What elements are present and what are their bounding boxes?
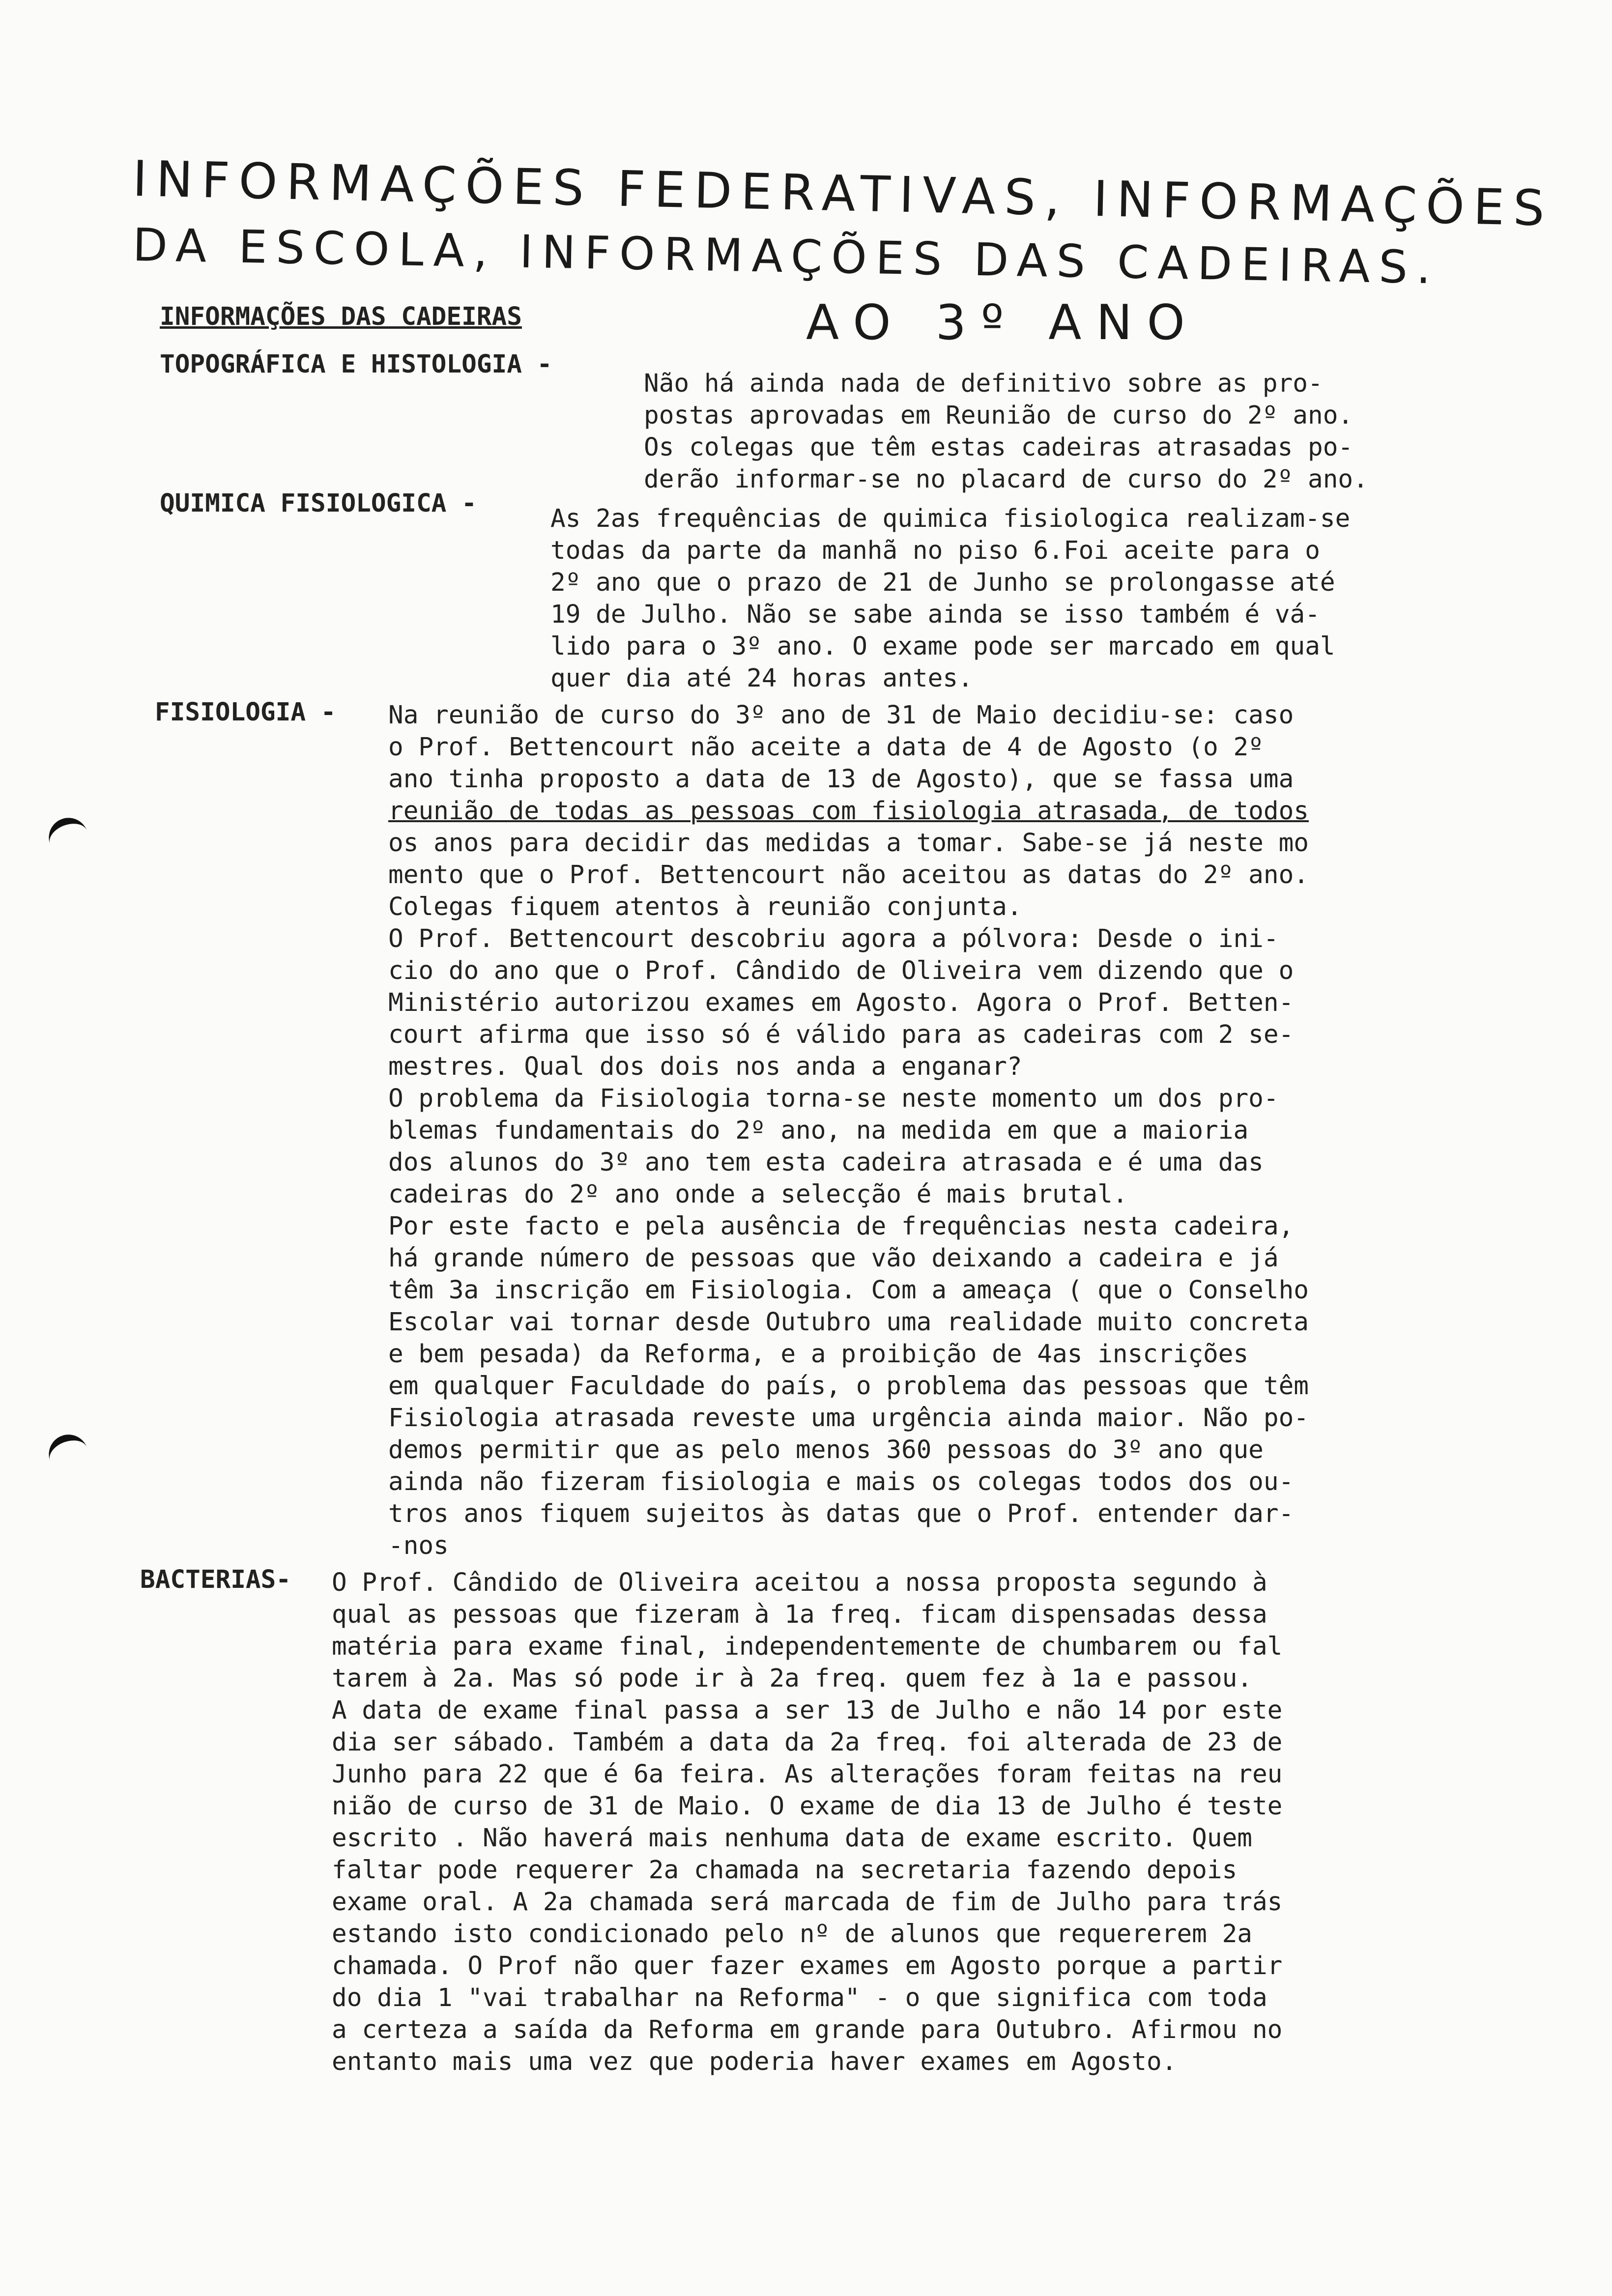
text-line: exame oral. A 2a chamada será marcada de fim de Julho para trás xyxy=(332,1888,1283,1917)
text-line: 2º ano que o prazo de 21 de Junho se prolongasse até xyxy=(550,568,1335,597)
text-line: Por este facto e pela ausência de frequências nesta cadeira, xyxy=(388,1212,1294,1241)
text-line: mestres. Qual dos dois nos anda a enganar? xyxy=(388,1052,1022,1081)
text-line: cio do ano que o Prof. Cândido de Oliveira vem dizendo que o xyxy=(388,956,1294,985)
text-line: postas aprovadas em Reunião de curso do 2º ano. xyxy=(644,401,1353,430)
text-line: do dia 1 "vai trabalhar na Reforma" - o que significa com toda xyxy=(332,1983,1267,2012)
text-line: chamada. O Prof não quer fazer exames em Agosto porque a partir xyxy=(332,1952,1283,1980)
text-line: tarem à 2a. Mas só pode ir à 2a freq. quem fez à 1a e passou. xyxy=(332,1664,1252,1693)
text-line: qual as pessoas que fizeram à 1a freq. ficam dispensadas dessa xyxy=(332,1600,1267,1629)
text-line: Ministério autorizou exames em Agosto. Agora o Prof. Betten- xyxy=(388,988,1294,1017)
text-line: tros anos fiquem sujeitos às datas que o Prof. entender dar- xyxy=(388,1499,1294,1528)
text-line: O Prof. Cândido de Oliveira aceitou a nossa proposta segundo à xyxy=(332,1568,1267,1597)
punch-hole-mark xyxy=(43,812,89,851)
section-label-bacterias: BACTERIAS- xyxy=(140,1565,291,1594)
text-line: mento que o Prof. Bettencourt não aceitou as datas do 2º ano. xyxy=(388,861,1309,890)
text-line: matéria para exame final, independentemente de chumbarem ou fal xyxy=(332,1632,1283,1661)
text-line: todas da parte da manhã no piso 6.Foi aceite para o xyxy=(550,536,1320,565)
text-line: Fisiologia atrasada reveste uma urgência ainda maior. Não po- xyxy=(388,1404,1309,1433)
text-line: quer dia até 24 horas antes. xyxy=(550,664,973,693)
text-line: O problema da Fisiologia torna-se neste momento um dos pro- xyxy=(388,1084,1279,1113)
text-line: Escolar vai tornar desde Outubro uma realidade muito concreta xyxy=(388,1308,1309,1337)
text-line: o Prof. Bettencourt não aceite a data de 4 de Agosto (o 2º xyxy=(388,733,1264,762)
handwritten-note: AO 3º ANO xyxy=(806,295,1200,351)
text-line: escrito . Não haverá mais nenhuma data de exame escrito. Quem xyxy=(332,1824,1252,1853)
text-line: dos alunos do 3º ano tem esta cadeira atrasada e é uma das xyxy=(388,1148,1264,1177)
text-line: demos permitir que as pelo menos 360 pessoas do 3º ano que xyxy=(388,1435,1264,1464)
section-label-topografica: TOPOGRÁFICA E HISTOLOGIA - xyxy=(160,350,552,379)
text-line: Colegas fiquem atentos à reunião conjunta. xyxy=(388,892,1022,921)
text-line: lido para o 3º ano. O exame pode ser marcado em qual xyxy=(550,632,1335,661)
text-line: os anos para decidir das medidas a tomar. Sabe-se já neste mo xyxy=(388,829,1309,858)
text-line: em qualquer Faculdade do país, o problema das pessoas que têm xyxy=(388,1372,1309,1401)
text-line: têm 3a inscrição em Fisiologia. Com a ameaça ( que o Conselho xyxy=(388,1276,1309,1305)
text-line: Junho para 22 que é 6a feira. As alterações foram feitas na reu xyxy=(332,1760,1283,1789)
handwritten-title-line-1: INFORMAÇÕES FEDERATIVAS, INFORMAÇÕES xyxy=(132,150,1554,237)
text-line: entanto mais uma vez que poderia haver exames em Agosto. xyxy=(332,2047,1177,2076)
text-line: a certeza a saída da Reforma em grande para Outubro. Afirmou no xyxy=(332,2015,1283,2044)
handwritten-title-line-2: DA ESCOLA, INFORMAÇÕES DAS CADEIRAS. xyxy=(132,219,1440,294)
section-label-fisiologia: FISIOLOGIA - xyxy=(155,698,336,727)
text-line: derão informar-se no placard de curso do 2º ano. xyxy=(644,465,1368,494)
text-line: As 2as frequências de quimica fisiologica realizam-se xyxy=(550,504,1351,533)
text-line: há grande número de pessoas que vão deixando a cadeira e já xyxy=(388,1244,1279,1273)
text-line: faltar pode requerer 2a chamada na secretaria fazendo depois xyxy=(332,1856,1238,1885)
text-line: cadeiras do 2º ano onde a selecção é mais brutal. xyxy=(388,1180,1128,1209)
text-line: dia ser sábado. Também a data da 2a freq. foi alterada de 23 de xyxy=(332,1728,1283,1757)
text-line: -nos xyxy=(388,1531,449,1560)
text-line: Os colegas que têm estas cadeiras atrasadas po- xyxy=(644,433,1353,462)
text-line: ano tinha proposto a data de 13 de Agosto), que se fassa uma xyxy=(388,765,1294,794)
text-line: blemas fundamentais do 2º ano, na medida em que a maioria xyxy=(388,1116,1249,1145)
text-line-underlined: reunião de todas as pessoas com fisiologia atrasada, de todos xyxy=(388,797,1309,826)
text-line: A data de exame final passa a ser 13 de Julho e não 14 por este xyxy=(332,1696,1283,1725)
text-line: 19 de Julho. Não se sabe ainda se isso também é vá- xyxy=(550,600,1320,629)
text-line: court afirma que isso só é válido para as cadeiras com 2 se- xyxy=(388,1020,1294,1049)
punch-hole-mark xyxy=(43,1429,89,1467)
section-label-quimica: QUIMICA FISIOLOGICA - xyxy=(160,489,477,518)
text-line: O Prof. Bettencourt descobriu agora a pólvora: Desde o ini- xyxy=(388,924,1279,953)
section-heading: INFORMAÇÕES DAS CADEIRAS xyxy=(160,302,522,331)
text-line: estando isto condicionado pelo nº de alunos que requererem 2a xyxy=(332,1920,1252,1949)
text-line: nião de curso de 31 de Maio. O exame de dia 13 de Julho é teste xyxy=(332,1792,1283,1821)
text-line: Na reunião de curso do 3º ano de 31 de Maio decidiu-se: caso xyxy=(388,701,1294,730)
text-line: e bem pesada) da Reforma, e a proibição de 4as inscrições xyxy=(388,1340,1249,1369)
text-line: ainda não fizeram fisiologia e mais os colegas todos dos ou- xyxy=(388,1467,1294,1496)
text-line: Não há ainda nada de definitivo sobre as pro- xyxy=(644,369,1323,398)
